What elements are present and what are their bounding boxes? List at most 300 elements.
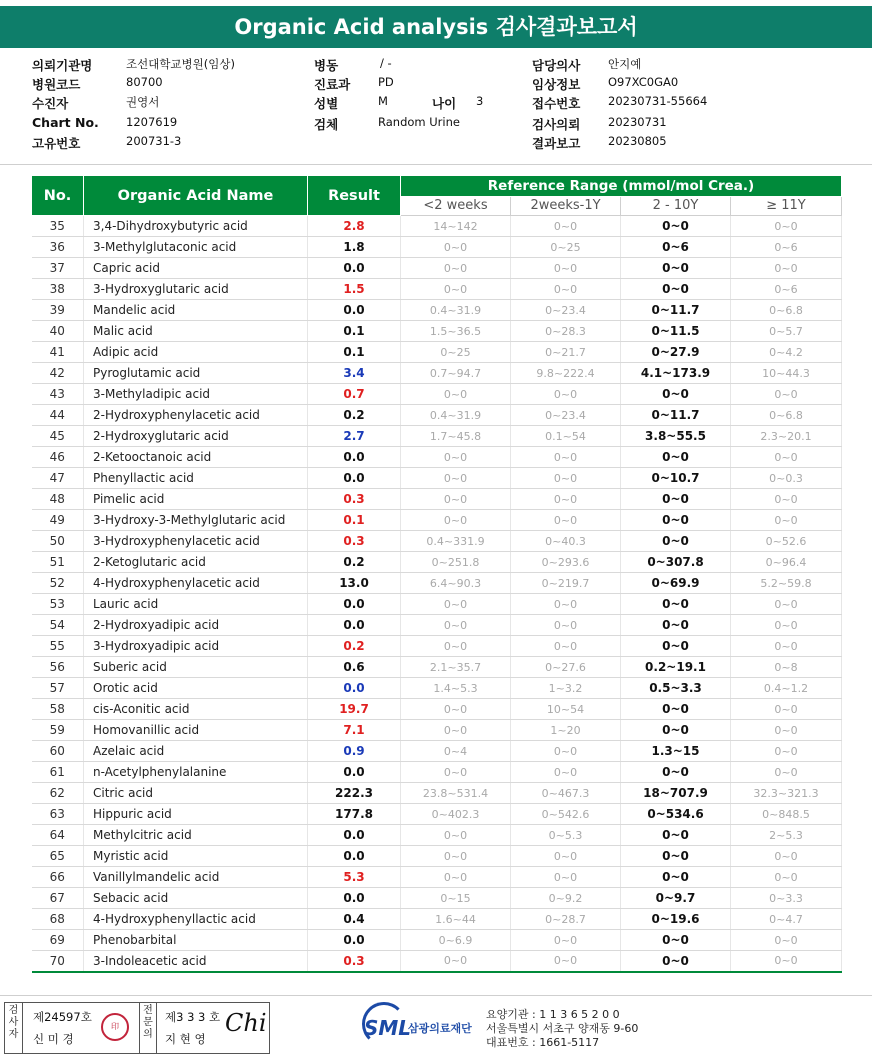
result-value: 0.3 — [308, 489, 401, 510]
ref-11y-plus: 5.2~59.8 — [731, 573, 842, 594]
signature-icon: Chi — [225, 1009, 267, 1037]
result-value: 19.7 — [308, 699, 401, 720]
acid-name: Malic acid — [84, 321, 308, 342]
ref-2-10y: 0~0 — [621, 279, 731, 300]
ref-2weeks-1y: 0~9.2 — [511, 888, 621, 909]
ref-2weeks-1y: 0~0 — [511, 846, 621, 867]
row-number: 56 — [32, 657, 84, 678]
ref-under-2-weeks: 0~0 — [401, 237, 511, 258]
table-row — [32, 216, 842, 237]
result-value: 2.7 — [308, 426, 401, 447]
row-number: 62 — [32, 783, 84, 804]
ref-2-10y: 0~69.9 — [621, 573, 731, 594]
label-department: 진료과 — [314, 77, 351, 92]
ref-2weeks-1y: 0.1~54 — [511, 426, 621, 447]
ref-2-10y: 0~0 — [621, 258, 731, 279]
table-row — [32, 783, 842, 804]
header-name: Organic Acid Name — [84, 176, 308, 216]
ref-11y-plus: 0.4~1.2 — [731, 678, 842, 699]
ref-11y-plus: 0~6 — [731, 279, 842, 300]
ref-2-10y: 0~0 — [621, 636, 731, 657]
ref-2weeks-1y: 0~27.6 — [511, 657, 621, 678]
header-ref-2weeks-1y: 2weeks-1Y — [511, 196, 621, 216]
acid-name: Hippuric acid — [84, 804, 308, 825]
result-value: 0.1 — [308, 321, 401, 342]
table-row — [32, 909, 842, 930]
table-row — [32, 846, 842, 867]
label-age: 나이 — [432, 96, 457, 111]
sml-logo — [364, 1006, 484, 1050]
ref-2-10y: 0~0 — [621, 867, 731, 888]
ref-under-2-weeks: 0~0 — [401, 510, 511, 531]
table-row — [32, 426, 842, 447]
ref-2weeks-1y: 0~28.7 — [511, 909, 621, 930]
acid-name: 4-Hydroxyphenyllactic acid — [84, 909, 308, 930]
ref-2weeks-1y: 0~0 — [511, 951, 621, 972]
ref-2-10y: 0~10.7 — [621, 468, 731, 489]
institution-address — [486, 1008, 638, 1050]
table-row — [32, 594, 842, 615]
footer-divider — [0, 995, 872, 996]
address-phone: 대표번호 : 1661-5117 — [486, 1036, 600, 1049]
ref-2weeks-1y: 0~0 — [511, 510, 621, 531]
ref-11y-plus: 0~6.8 — [731, 300, 842, 321]
table-row — [32, 657, 842, 678]
result-value: 1.5 — [308, 279, 401, 300]
ref-2-10y: 0~0 — [621, 510, 731, 531]
table-row — [32, 531, 842, 552]
row-number: 36 — [32, 237, 84, 258]
ref-under-2-weeks: 0~0 — [401, 468, 511, 489]
ref-under-2-weeks: 0.4~331.9 — [401, 531, 511, 552]
value-clinical-info: O97XC0GA0 — [608, 75, 679, 89]
acid-name: Methylcitric acid — [84, 825, 308, 846]
table-row — [32, 741, 842, 762]
ref-11y-plus: 2.3~20.1 — [731, 426, 842, 447]
value-patient: 권영서 — [126, 95, 160, 109]
address-location: 서울특별시 서초구 양재동 9-60 — [486, 1022, 639, 1035]
acid-name: Suberic acid — [84, 657, 308, 678]
result-value: 2.8 — [308, 216, 401, 237]
ref-under-2-weeks: 0~0 — [401, 615, 511, 636]
table-row — [32, 552, 842, 573]
table-row — [32, 405, 842, 426]
ref-2-10y: 0~534.6 — [621, 804, 731, 825]
acid-name: 2-Hydroxyglutaric acid — [84, 426, 308, 447]
row-number: 50 — [32, 531, 84, 552]
label-unique-no: 고유번호 — [32, 136, 81, 151]
ref-2-10y: 18~707.9 — [621, 783, 731, 804]
result-value: 0.4 — [308, 909, 401, 930]
ref-under-2-weeks: 1.5~36.5 — [401, 321, 511, 342]
seal-icon: 印 — [101, 1013, 129, 1041]
result-value: 0.9 — [308, 741, 401, 762]
value-department: PD — [378, 75, 394, 89]
table-row — [32, 237, 842, 258]
table-row — [32, 510, 842, 531]
logo-name: 삼광의료재단 — [408, 1022, 472, 1035]
ref-2weeks-1y: 0~40.3 — [511, 531, 621, 552]
ref-under-2-weeks: 0~0 — [401, 951, 511, 972]
acid-name: Lauric acid — [84, 594, 308, 615]
row-number: 57 — [32, 678, 84, 699]
table-row — [32, 636, 842, 657]
value-age: 3 — [476, 94, 484, 108]
label-specimen: 검체 — [314, 117, 339, 132]
ref-11y-plus: 0~96.4 — [731, 552, 842, 573]
value-ward: / - — [380, 56, 392, 70]
result-value: 0.0 — [308, 300, 401, 321]
value-report: 20230805 — [608, 134, 667, 148]
ref-under-2-weeks: 0~0 — [401, 846, 511, 867]
result-value: 0.0 — [308, 930, 401, 951]
ref-2weeks-1y: 0~0 — [511, 279, 621, 300]
table-row — [32, 489, 842, 510]
result-value: 0.3 — [308, 531, 401, 552]
row-number: 52 — [32, 573, 84, 594]
ref-11y-plus: 0~4.7 — [731, 909, 842, 930]
ref-2-10y: 0~0 — [621, 846, 731, 867]
ref-2-10y: 4.1~173.9 — [621, 363, 731, 384]
ref-11y-plus: 0~0 — [731, 846, 842, 867]
ref-2weeks-1y: 0~0 — [511, 447, 621, 468]
ref-11y-plus: 0~0 — [731, 489, 842, 510]
ref-2weeks-1y: 1~20 — [511, 720, 621, 741]
ref-2weeks-1y: 0~0 — [511, 615, 621, 636]
row-number: 43 — [32, 384, 84, 405]
table-row — [32, 468, 842, 489]
ref-11y-plus: 0~8 — [731, 657, 842, 678]
row-number: 67 — [32, 888, 84, 909]
ref-2weeks-1y: 0~28.3 — [511, 321, 621, 342]
ref-under-2-weeks: 0.4~31.9 — [401, 300, 511, 321]
ref-11y-plus: 0~0 — [731, 930, 842, 951]
ref-under-2-weeks: 0.4~31.9 — [401, 405, 511, 426]
result-value: 0.0 — [308, 762, 401, 783]
result-value: 0.2 — [308, 636, 401, 657]
ref-under-2-weeks: 1.6~44 — [401, 909, 511, 930]
ref-under-2-weeks: 0~0 — [401, 762, 511, 783]
row-number: 63 — [32, 804, 84, 825]
result-value: 0.0 — [308, 846, 401, 867]
table-row — [32, 384, 842, 405]
ref-11y-plus: 0~0 — [731, 510, 842, 531]
ref-under-2-weeks: 0.7~94.7 — [401, 363, 511, 384]
result-value: 3.4 — [308, 363, 401, 384]
row-number: 51 — [32, 552, 84, 573]
ref-11y-plus: 0~0 — [731, 741, 842, 762]
ref-under-2-weeks: 0~4 — [401, 741, 511, 762]
row-number: 70 — [32, 951, 84, 972]
address-code: 요양기관 : 1 1 3 6 5 2 0 0 — [486, 1008, 620, 1021]
table-row — [32, 699, 842, 720]
result-value: 0.0 — [308, 594, 401, 615]
value-doctor: 안지예 — [608, 57, 642, 71]
ref-under-2-weeks: 0~15 — [401, 888, 511, 909]
row-number: 48 — [32, 489, 84, 510]
logo-mark: SML — [364, 1016, 412, 1040]
ref-under-2-weeks: 0~0 — [401, 636, 511, 657]
acid-name: Vanillylmandelic acid — [84, 867, 308, 888]
row-number: 41 — [32, 342, 84, 363]
result-value: 0.3 — [308, 951, 401, 972]
ref-2-10y: 0.2~19.1 — [621, 657, 731, 678]
acid-name: Phenyllactic acid — [84, 468, 308, 489]
ref-under-2-weeks: 0~0 — [401, 594, 511, 615]
result-value: 5.3 — [308, 867, 401, 888]
specialist-label: 전문의 — [139, 1003, 157, 1053]
result-value: 0.0 — [308, 678, 401, 699]
ref-2weeks-1y: 0~0 — [511, 930, 621, 951]
ref-11y-plus: 2~5.3 — [731, 825, 842, 846]
ref-under-2-weeks: 14~142 — [401, 216, 511, 237]
ref-under-2-weeks: 0~25 — [401, 342, 511, 363]
ref-11y-plus: 0~0 — [731, 762, 842, 783]
label-institution: 의뢰기관명 — [32, 58, 93, 73]
ref-11y-plus: 0~52.6 — [731, 531, 842, 552]
ref-2-10y: 0~19.6 — [621, 909, 731, 930]
ref-11y-plus: 0~0 — [731, 216, 842, 237]
table-row — [32, 363, 842, 384]
acid-name: 3-Hydroxyadipic acid — [84, 636, 308, 657]
ref-2-10y: 0~0 — [621, 930, 731, 951]
specialist-name: 지 현 영 — [165, 1032, 206, 1046]
result-value: 0.2 — [308, 405, 401, 426]
ref-2-10y: 0~0 — [621, 825, 731, 846]
result-value: 13.0 — [308, 573, 401, 594]
acid-name: Azelaic acid — [84, 741, 308, 762]
ref-2weeks-1y: 0~0 — [511, 216, 621, 237]
ref-11y-plus: 0~5.7 — [731, 321, 842, 342]
row-number: 53 — [32, 594, 84, 615]
row-number: 37 — [32, 258, 84, 279]
patient-info — [0, 52, 872, 165]
ref-2-10y: 0~27.9 — [621, 342, 731, 363]
ref-2weeks-1y: 0~0 — [511, 468, 621, 489]
report-title: Organic Acid analysis 검사결과보고서 — [0, 6, 872, 48]
row-number: 39 — [32, 300, 84, 321]
result-value: 0.0 — [308, 447, 401, 468]
ref-under-2-weeks: 0~0 — [401, 384, 511, 405]
label-clinical-info: 임상정보 — [532, 77, 581, 92]
ref-2-10y: 0~307.8 — [621, 552, 731, 573]
row-number: 40 — [32, 321, 84, 342]
row-number: 45 — [32, 426, 84, 447]
value-receipt-no: 20230731-55664 — [608, 94, 708, 108]
ref-11y-plus: 0~0 — [731, 615, 842, 636]
ref-under-2-weeks: 23.8~531.4 — [401, 783, 511, 804]
header-no: No. — [32, 176, 84, 216]
header-ref-11y-plus: ≥ 11Y — [731, 196, 842, 216]
row-number: 42 — [32, 363, 84, 384]
acid-name: Phenobarbital — [84, 930, 308, 951]
acid-name: Pyroglutamic acid — [84, 363, 308, 384]
ref-11y-plus: 0~0 — [731, 384, 842, 405]
ref-2weeks-1y: 0~0 — [511, 258, 621, 279]
row-number: 44 — [32, 405, 84, 426]
table-row — [32, 825, 842, 846]
table-row — [32, 573, 842, 594]
ref-2-10y: 3.8~55.5 — [621, 426, 731, 447]
table-row — [32, 951, 842, 972]
value-test-request: 20230731 — [608, 115, 667, 129]
ref-2-10y: 0~0 — [621, 762, 731, 783]
label-receipt-no: 접수번호 — [532, 96, 581, 111]
signature-box — [4, 1002, 270, 1054]
row-number: 47 — [32, 468, 84, 489]
ref-under-2-weeks: 2.1~35.7 — [401, 657, 511, 678]
ref-2-10y: 0~0 — [621, 216, 731, 237]
ref-under-2-weeks: 6.4~90.3 — [401, 573, 511, 594]
ref-under-2-weeks: 0~0 — [401, 720, 511, 741]
acid-name: 4-Hydroxyphenylacetic acid — [84, 573, 308, 594]
row-number: 69 — [32, 930, 84, 951]
acid-name: Sebacic acid — [84, 888, 308, 909]
tester-label: 검사자 — [5, 1003, 23, 1053]
header-ref-under-2-weeks: <2 weeks — [401, 196, 511, 216]
value-chart-no: 1207619 — [126, 115, 178, 129]
acid-name: Myristic acid — [84, 846, 308, 867]
ref-11y-plus: 0~0 — [731, 867, 842, 888]
ref-2weeks-1y: 1~3.2 — [511, 678, 621, 699]
table-row — [32, 867, 842, 888]
ref-2weeks-1y: 0~5.3 — [511, 825, 621, 846]
acid-name: 2-Hydroxyadipic acid — [84, 615, 308, 636]
table-row — [32, 279, 842, 300]
result-value: 0.1 — [308, 510, 401, 531]
table-row — [32, 342, 842, 363]
label-test-request: 검사의뢰 — [532, 117, 581, 132]
row-number: 60 — [32, 741, 84, 762]
ref-11y-plus: 0~848.5 — [731, 804, 842, 825]
ref-2weeks-1y: 0~219.7 — [511, 573, 621, 594]
ref-2-10y: 0~11.5 — [621, 321, 731, 342]
row-number: 46 — [32, 447, 84, 468]
row-number: 65 — [32, 846, 84, 867]
ref-2-10y: 0~0 — [621, 384, 731, 405]
ref-under-2-weeks: 0~0 — [401, 447, 511, 468]
result-value: 0.0 — [308, 825, 401, 846]
ref-2-10y: 0~0 — [621, 489, 731, 510]
acid-name: 3,4-Dihydroxybutyric acid — [84, 216, 308, 237]
acid-name: 3-Hydroxyglutaric acid — [84, 279, 308, 300]
acid-name: 2-Hydroxyphenylacetic acid — [84, 405, 308, 426]
result-value: 222.3 — [308, 783, 401, 804]
value-unique-no: 200731-3 — [126, 134, 182, 148]
ref-under-2-weeks: 1.4~5.3 — [401, 678, 511, 699]
row-number: 54 — [32, 615, 84, 636]
ref-2weeks-1y: 10~54 — [511, 699, 621, 720]
acid-name: Capric acid — [84, 258, 308, 279]
ref-under-2-weeks: 0~0 — [401, 258, 511, 279]
result-value: 0.0 — [308, 615, 401, 636]
result-value: 0.1 — [308, 342, 401, 363]
ref-under-2-weeks: 0~251.8 — [401, 552, 511, 573]
header-result: Result — [308, 176, 401, 216]
ref-11y-plus: 0~0.3 — [731, 468, 842, 489]
ref-11y-plus: 0~0 — [731, 720, 842, 741]
acid-name: Citric acid — [84, 783, 308, 804]
result-value: 0.2 — [308, 552, 401, 573]
value-institution: 조선대학교병원(임상) — [126, 57, 235, 71]
result-value: 177.8 — [308, 804, 401, 825]
result-value: 7.1 — [308, 720, 401, 741]
value-hospital-code: 80700 — [126, 75, 163, 89]
label-report: 결과보고 — [532, 136, 581, 151]
ref-2-10y: 0~0 — [621, 531, 731, 552]
ref-2weeks-1y: 0~0 — [511, 762, 621, 783]
acid-name: Pimelic acid — [84, 489, 308, 510]
ref-11y-plus: 0~0 — [731, 699, 842, 720]
table-row — [32, 804, 842, 825]
ref-11y-plus: 0~6 — [731, 237, 842, 258]
row-number: 38 — [32, 279, 84, 300]
ref-11y-plus: 0~4.2 — [731, 342, 842, 363]
acid-name: Orotic acid — [84, 678, 308, 699]
ref-under-2-weeks: 0~0 — [401, 699, 511, 720]
ref-11y-plus: 0~3.3 — [731, 888, 842, 909]
label-sex: 성별 — [314, 96, 339, 111]
ref-2weeks-1y: 0~293.6 — [511, 552, 621, 573]
row-number: 59 — [32, 720, 84, 741]
label-hospital-code: 병원코드 — [32, 77, 81, 92]
ref-11y-plus: 0~6.8 — [731, 405, 842, 426]
ref-11y-plus: 0~0 — [731, 447, 842, 468]
acid-name: 3-Hydroxy-3-Methylglutaric acid — [84, 510, 308, 531]
ref-2weeks-1y: 0~23.4 — [511, 300, 621, 321]
table-row — [32, 258, 842, 279]
ref-under-2-weeks: 0~402.3 — [401, 804, 511, 825]
ref-2weeks-1y: 0~0 — [511, 867, 621, 888]
value-specimen: Random Urine — [378, 115, 460, 129]
ref-2-10y: 0.5~3.3 — [621, 678, 731, 699]
specialist-license-no: 제3 3 3 호 — [165, 1010, 221, 1024]
table-row — [32, 930, 842, 951]
row-number: 55 — [32, 636, 84, 657]
acid-name: 2-Ketoglutaric acid — [84, 552, 308, 573]
label-ward: 병동 — [314, 58, 339, 73]
ref-11y-plus: 0~0 — [731, 951, 842, 972]
ref-2weeks-1y: 0~467.3 — [511, 783, 621, 804]
row-number: 61 — [32, 762, 84, 783]
acid-name: 3-Hydroxyphenylacetic acid — [84, 531, 308, 552]
ref-under-2-weeks: 0~0 — [401, 489, 511, 510]
acid-name: Adipic acid — [84, 342, 308, 363]
result-value: 0.0 — [308, 888, 401, 909]
ref-2weeks-1y: 0~0 — [511, 636, 621, 657]
header-reference: Reference Range (mmol/mol Crea.) — [401, 176, 842, 197]
ref-2-10y: 0~0 — [621, 699, 731, 720]
tester-license-no: 제24597호 — [33, 1010, 92, 1024]
ref-2-10y: 0~11.7 — [621, 405, 731, 426]
tester-name: 신 미 경 — [33, 1032, 74, 1046]
ref-under-2-weeks: 1.7~45.8 — [401, 426, 511, 447]
result-value: 0.7 — [308, 384, 401, 405]
ref-2weeks-1y: 0~23.4 — [511, 405, 621, 426]
ref-2weeks-1y: 0~21.7 — [511, 342, 621, 363]
ref-2weeks-1y: 9.8~222.4 — [511, 363, 621, 384]
ref-under-2-weeks: 0~0 — [401, 867, 511, 888]
acid-name: 3-Methylglutaconic acid — [84, 237, 308, 258]
results-table — [31, 175, 842, 973]
ref-2-10y: 0~0 — [621, 594, 731, 615]
ref-2weeks-1y: 0~0 — [511, 489, 621, 510]
ref-2-10y: 0~9.7 — [621, 888, 731, 909]
result-value: 0.6 — [308, 657, 401, 678]
result-value: 0.0 — [308, 468, 401, 489]
row-number: 49 — [32, 510, 84, 531]
acid-name: 2-Ketooctanoic acid — [84, 447, 308, 468]
